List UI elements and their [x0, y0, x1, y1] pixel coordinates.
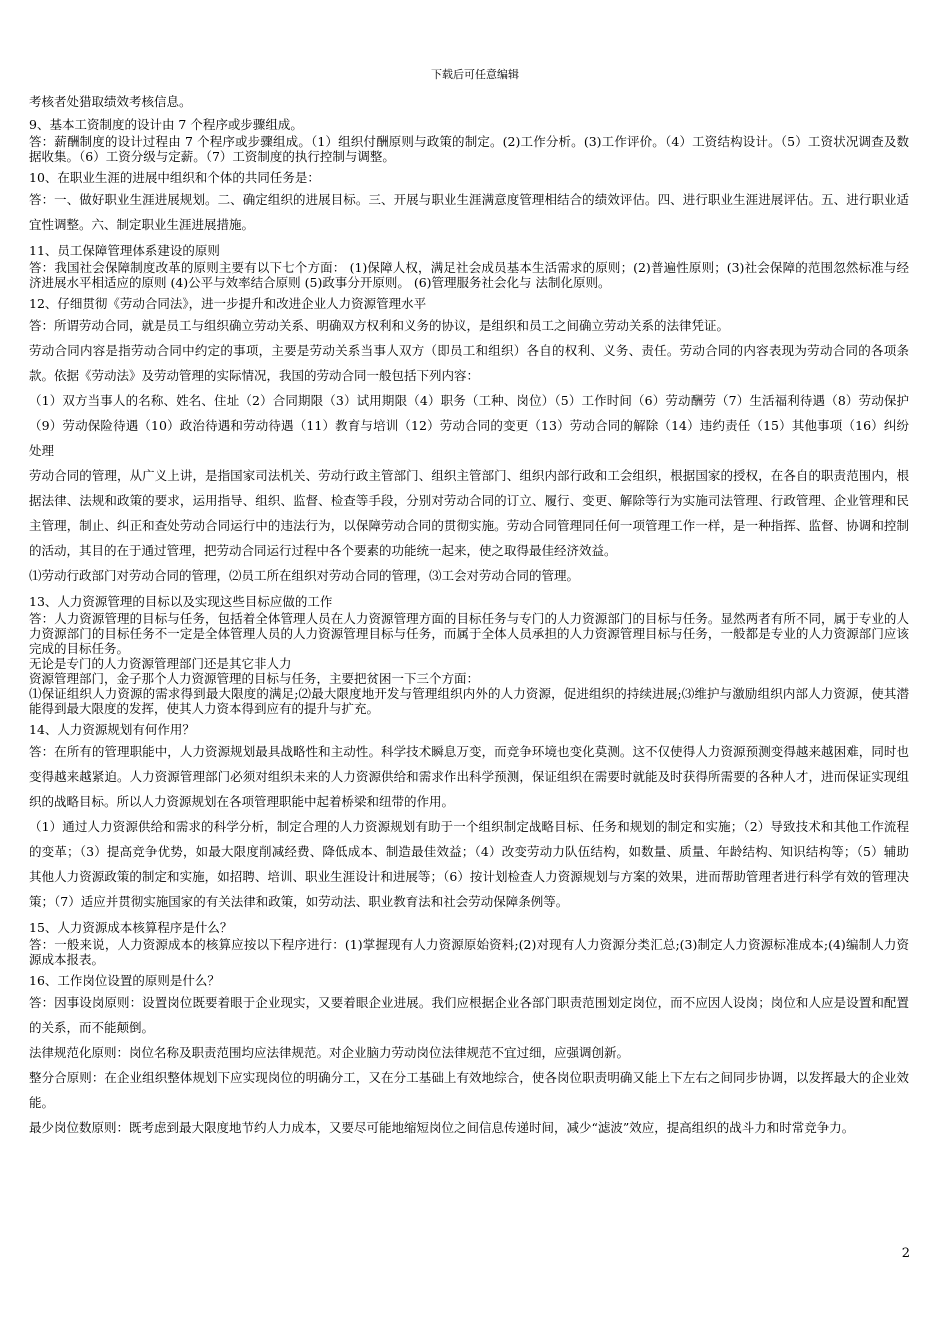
paragraph: 劳动合同内容是指劳动合同中约定的事项，主要是劳动关系当事人双方（即员工和组织）各自的权利、义务、责任。劳动合同的内容表现为劳动合同的各项条款。依据《劳动法》及劳动管理的实际情况，我国的劳动合同一般包括下列内容：: [29, 343, 909, 383]
section-heading: 16、工作岗位设置的原则是什么？: [29, 973, 220, 988]
section-heading: 11、员工保障管理体系建设的原则: [29, 243, 220, 258]
paragraph: 答：所谓劳动合同，就是员工与组织确立劳动关系、明确双方权利和义务的协议，是组织和员工之间确立劳动关系的法律凭证。: [29, 318, 730, 333]
page-header: 下载后可任意编辑: [431, 68, 519, 81]
paragraph: 整分合原则：在企业组织整体规划下应实现岗位的明确分工，又在分工基础上有效地综合，使各岗位职责明确又能上下左右之间同步协调，以发挥最大的企业效能。: [29, 1070, 909, 1110]
paragraph: 资源管理部门，金子那个人力资源管理的目标与任务，主要把贫困一下三个方面：: [29, 671, 480, 686]
paragraph: 答：人力资源管理的目标与任务，包括着全体管理人员在人力资源管理方面的目标任务与专门的人力资源部门的目标与任务。显然两者有所不同，属于专业的人力资源部门的目标任务不一定是全体管理人员的人力资源管理目标与任务，而属于全体人员承担的人力资源管理目标与任务，一般都是专业的人力资源部门应该完成的目标任务。: [29, 611, 909, 656]
paragraph: 法律规范化原则：岗位名称及职责范围均应法律规范。对企业脑力劳动岗位法律规范不宜过细，应强调创新。: [29, 1045, 630, 1060]
paragraph: 劳动合同的管理，从广义上讲，是指国家司法机关、劳动行政主管部门、组织主管部门、组织内部行政和工会组织，根据国家的授权，在各自的职责范围内，根据法律、法规和政策的要求，运用指导、组织、监督、检查等手段，分别对劳动合同的订立、履行、变更、解除等行为实施司法管理、行政管理、企业管理和民主管理，制止、纠正和查处劳动合同运行中的违法行为，以保障劳动合同的贯彻实施。劳动合同管理同任何一项管理工作一样，是一种指挥、监督、协调和控制的活动，其目的在于通过管理，把劳动合同运行过程中各个要素的功能统一起来，使之取得最佳经济效益。: [29, 468, 909, 558]
paragraph: 答：因事设岗原则：设置岗位既要着眼于企业现实，又要着眼企业进展。我们应根据企业各部门职责范围划定岗位，而不应因人设岗；岗位和人应是设置和配置的关系，而不能颠倒。: [29, 995, 909, 1035]
paragraph: 答：一、做好职业生涯进展规划。二、确定组织的进展目标。三、开展与职业生涯满意度管理相结合的绩效评估。四、进行职业生涯进展评估。五、进行职业适宜性调整。六、制定职业生涯进展措施。: [29, 192, 909, 232]
paragraph: ⑴保证组织人力资源的需求得到最大限度的满足;⑵最大限度地开发与管理组织内外的人力资源，促进组织的持续进展;⑶维护与激励组织内部人力资源，使其潜能得到最大限度的发挥，使其人力资本得到应有的提升与扩充。: [29, 686, 909, 716]
section-heading: 13、人力资源管理的目标以及实现这些目标应做的工作: [29, 594, 333, 609]
section-heading: 15、人力资源成本核算程序是什么？: [29, 920, 233, 935]
paragraph: 答：在所有的管理职能中，人力资源规划最具战略性和主动性。科学技术瞬息万变，而竞争环境也变化莫测。这不仅使得人力资源预测变得越来越困难，同时也变得越来越紧迫。人力资源管理部门必须对组织未来的人力资源供给和需求作出科学预测，保证组织在需要时就能及时获得所需要的各种人才，进而保证实现组织的战略目标。所以人力资源规划在各项管理职能中起着桥梁和纽带的作用。: [29, 744, 909, 809]
paragraph: 答：我国社会保障制度改革的原则主要有以下七个方面： (1)保障人权，满足社会成员基本生活需求的原则；(2)普遍性原则；(3)社会保障的范围忽然标准与经济进展水平相适应的原则 (4)公平与效率结合原则 (5)政事分开原则。 (6)管理服务社会化与 法制化原则。: [29, 260, 909, 290]
section-heading: 10、在职业生涯的进展中组织和个体的共同任务是：: [29, 170, 320, 185]
section-heading: 考核者处猎取绩效考核信息。: [29, 94, 192, 109]
section-heading: 9、基本工资制度的设计由 7 个程序或步骤组成。: [29, 117, 303, 132]
document-body: [29, 92, 909, 1140]
section-heading: 12、仔细贯彻《劳动合同法》，进一步提升和改进企业人力资源管理水平: [29, 296, 427, 311]
paragraph: 无论是专门的人力资源管理部门还是其它非人力: [29, 656, 292, 671]
paragraph: ⑴劳动行政部门对劳动合同的管理，⑵员工所在组织对劳动合同的管理，⑶工会对劳动合同的管理。: [29, 568, 580, 583]
paragraph: 答：薪酬制度的设计过程由 7 个程序或步骤组成。（1）组织付酬原则与政策的制定。(2)工作分析。(3)工作评价。（4）工资结构设计。（5）工资状况调查及数据收集。（6）工资分级与定薪。（7）工资制度的执行控制与调整。: [29, 134, 909, 164]
paragraph: 答：一般来说，人力资源成本的核算应按以下程序进行：(1)掌握现有人力资源原始资料;(2)对现有人力资源分类汇总;(3)制定人力资源标准成本;(4)编制人力资源成本报表。: [29, 937, 909, 967]
paragraph: （1）双方当事人的名称、姓名、住址（2）合同期限（3）试用期限（4）职务（工种、岗位）（5）工作时间（6）劳动酬劳（7）生活福利待遇（8）劳动保护（9）劳动保险待遇（10）政治待遇和劳动待遇（11）教育与培训（12）劳动合同的变更（13）劳动合同的解除（14）违约责任（15）其他事项（16）纠纷处理: [29, 393, 909, 458]
paragraph: （1）通过人力资源供给和需求的科学分析，制定合理的人力资源规划有助于一个组织制定战略目标、任务和规划的制定和实施；（2）导致技术和其他工作流程的变革；（3）提高竞争优势，如最大限度削减经费、降低成本、制造最佳效益；（4）改变劳动力队伍结构，如数量、质量、年龄结构、知识结构等；（5）辅助其他人力资源政策的制定和实施，如招聘、培训、职业生涯设计和进展等；（6）按计划检查人力资源规划与方案的效果，进而帮助管理者进行科学有效的管理决策；（7）适应并贯彻实施国家的有关法律和政策，如劳动法、职业教育法和社会劳动保障条例等。: [29, 819, 909, 909]
page-number: 2: [901, 1246, 910, 1261]
paragraph: 最少岗位数原则：既考虑到最大限度地节约人力成本，又要尽可能地缩短岗位之间信息传递时间，减少“滤波”效应，提高组织的战斗力和时常竞争力。: [29, 1120, 855, 1135]
section-heading: 14、人力资源规划有何作用？: [29, 722, 195, 737]
